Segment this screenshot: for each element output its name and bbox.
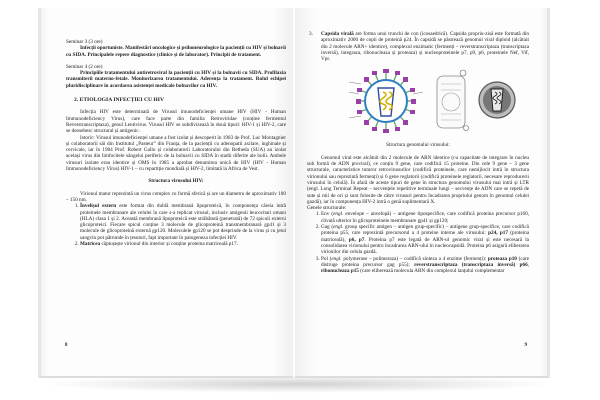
gene-text: (care eliberează molecula ARN din complexul lanțului complementar: [358, 268, 505, 275]
genes-list: [307, 211, 529, 274]
gene-bold: p6, p7: [348, 236, 365, 243]
gene-text: Gag (: [321, 224, 334, 231]
gene-text: (proteina matriceală),: [321, 230, 529, 243]
capsid-term: Capsida virală: [321, 31, 354, 37]
genes-label: Genele structurale:: [307, 205, 347, 212]
gene-engl: engl.: [333, 224, 344, 231]
gene-bold: reverstranscriptaza (transcriptaza inversă) p66: [414, 261, 528, 268]
page-number-left: 8: [65, 343, 68, 348]
structure-text: căptușește virionul din interior și conține proteina matriceală p17.: [100, 241, 238, 248]
gene-text: . Proteina p7 este legată de ARN-ul genomic viral și este necesară la consolidarea virionului pentru încadrarea ARN-ului în nucleocapsidă. Proteina p6 asigură eliberarea virionilor din celula gazdă.: [321, 236, 529, 256]
seminar4-heading: Seminar 4 (2 ore): [66, 63, 103, 70]
structure-list: [66, 203, 286, 247]
gene-text: ,: [527, 261, 529, 268]
structure-text: este format din dublă membrană lipoproteică, în componența căreia intră proteinele membranare ale celulei în care s-a replicat virusul, inclusiv antigenii leucocitari umani (HLA) clasa 1 și 2. Această membrană lipoproteică este străbătută (penetrată) de 72 spiculi externi glicoproteici. Fiecare spicul conține 3 molecule de glicoproteină transmembranară gp41 și 3 molecule de glicoproteină externă gp120. Moleculele gp120 se pot desprinde de la virus și cu jetul sangvin pot pătrunde în țesuturi, fapt important în patogeneza infecției HIV.: [80, 203, 286, 241]
structure-term: Învelișul extern: [80, 203, 117, 210]
right-page: [295, 8, 550, 378]
seminar4-text: Principiile tratamentului antiretroviral la pacienții cu HIV și la bolnavii cu SIDA. Profilaxia transmiterii materno-fetale. Monitorizarea tratamentului. Aderența la tratament. Rolul echipei pluridisciplinare în acordarea asistenței medicale bolnavilor cu HIV.: [66, 70, 286, 89]
gene-bold: p24, p17: [488, 230, 508, 237]
gene-engl: engl.: [331, 255, 342, 262]
capsid-item: [307, 31, 529, 62]
genome-title: Structura genomului virusului:: [386, 142, 450, 149]
seminar3-text: Infecții oportuniste. Manifestări oncologice și psihoneurologice la pacienții cu HIV și bolnavii cu SIDA. Principalele repere diagnostice (clinice și de laborator). Principii de tratament.: [66, 45, 286, 58]
gene-bold: proteaza p10: [487, 255, 517, 262]
gene-text: Env (: [321, 211, 334, 218]
gene-engl: engl.: [333, 211, 344, 218]
left-page-content: [66, 39, 286, 247]
history-paragraph: Istoric: Virusul imunodeficienței umane a fost izolat și descoperit în 1983 de Prof. Luc Montagnier și colaboratorii săi din Institutul „Pasteur” din Franța, de la pacienții cu adenopatii axilare, inghinale și cervicale, iar în 1984 Prof. Robert Gallo și colaboratorii Laboratorului din Betheda (SUA) au izolat același virus din limfocitele sângelui periferic de la bolnavii cu SIDA în stadii diferite ale bolii. Ambele virusuri izolate erau identice și OMS în 1985 a aprobat denumirea unică de HIV (HIV - Human Immunodeficiency Virus) HIV-1 – cu repartiție mondială și HIV-2, limitată la Africa de Vest.: [66, 134, 286, 173]
hiv-virion-diagram: [347, 68, 425, 134]
gene-item-env: [321, 211, 529, 224]
capsid-text: are forma unui trunchi de con (icosaedrică). Capsida propriu-zisă este formată din aproximativ 2000 de copii de proteină p24. În capsidă se păstrează genomul viral diploid (alcătuit din 2 molecule ARN+ identice), complexul enzimatic (fermenți – reverstranscriptaza (transcriptaza inversă), integraza, ribonucleaza și proteaza) și nucleoproteinele p7, p9, p6, proteinele Nef, Vif, Vpr.: [321, 31, 529, 63]
figures-row: [307, 68, 529, 136]
intro-paragraph: Infecția HIV este determinată de Virusul imunodeficienței umane HIV (HIV - Human Immunodeficiency Virus), care face parte din familia Retroviridae (conține fermentul Reverstranscriptaza), genul Lentivirus. Virusul HIV se subdivizează în două tipuri: HIV-1 și HIV-2, care se deosebesc structural și antigenic.: [66, 109, 286, 135]
gene-text: group specific antigen – antigen grup-specific) – antigene grup-specifice, care codifică proteina p55, care reprezintă precursorul a 4 proteine interne ale virusului:: [321, 224, 529, 237]
structure-title: Structura virusului HIV:: [148, 178, 204, 185]
gene-text: polymerase – polimeraza) – codifică sinteza a 4 enzime (fermenți):: [341, 255, 488, 262]
page-number-right: 9: [524, 343, 527, 348]
structure-intro: Virionul matur reprezintă un virus complex cu formă sferică și are un diametru de aproximativ 100 – 150 nm.: [66, 190, 286, 203]
genome-paragraph: Genomul viral este alcătuit din 2 molecule de ARN identice (cu capacitate de integrare în nucleu sub formă de ADN proviral), ce conțin 9 gene, care codifică 15 proteine. Din cele 9 gene – 3 gene structurale, caracteristice tuturor retrovirusurilor (codifică proteinele, care nemijlocit intră în structura virionului sau reprezintă fermenți) și 6 gene reglatorii (codifică proteinele reglatorii, necesare reproducerii virusului în celulă). În afară de aceste tipuri de gene în structura genomului virusului mai intră și LTR (engl. Long Terminal Repeat – secvențele repetitive terminale lungi – secvențe de ADN care se repetă de sute și mii de ori și sunt folosite de către virusuri pentru încadrarea propriului genom în genomul celulei gazdă), iar în componența HIV-2 intră o genă suplimentară X.: [307, 154, 529, 205]
open-book: [38, 8, 550, 386]
right-page-content: [307, 31, 529, 274]
hiv-lifecycle-sketch: [433, 68, 471, 134]
gene-text: Pol (: [321, 255, 332, 262]
capsid-number: 3.: [309, 31, 313, 37]
structure-term: Matricea: [80, 241, 101, 248]
structure-item: [80, 203, 286, 241]
hiv-cross-section: [475, 78, 519, 122]
gene-text: (care distruge proteina precursor gag p55);: [321, 255, 529, 268]
gene-text: envelope – anvelopă) – antigene tipospecifice, care codifică proteina precursor p160, clivată ulterior în glicoproteinele membranare gp41 și gp120;: [321, 211, 530, 224]
left-page: [38, 8, 293, 378]
gene-bold: ribonucleaza p15: [321, 268, 359, 275]
structure-item: [80, 241, 286, 247]
seminar3-heading: Seminar 3 (3 ore): [66, 39, 103, 45]
section-title: 2. ETIOLOGIA INFECȚIEI CU HIV: [74, 97, 164, 104]
gene-item-gag: [321, 224, 529, 255]
gene-item-pol: [321, 256, 529, 275]
